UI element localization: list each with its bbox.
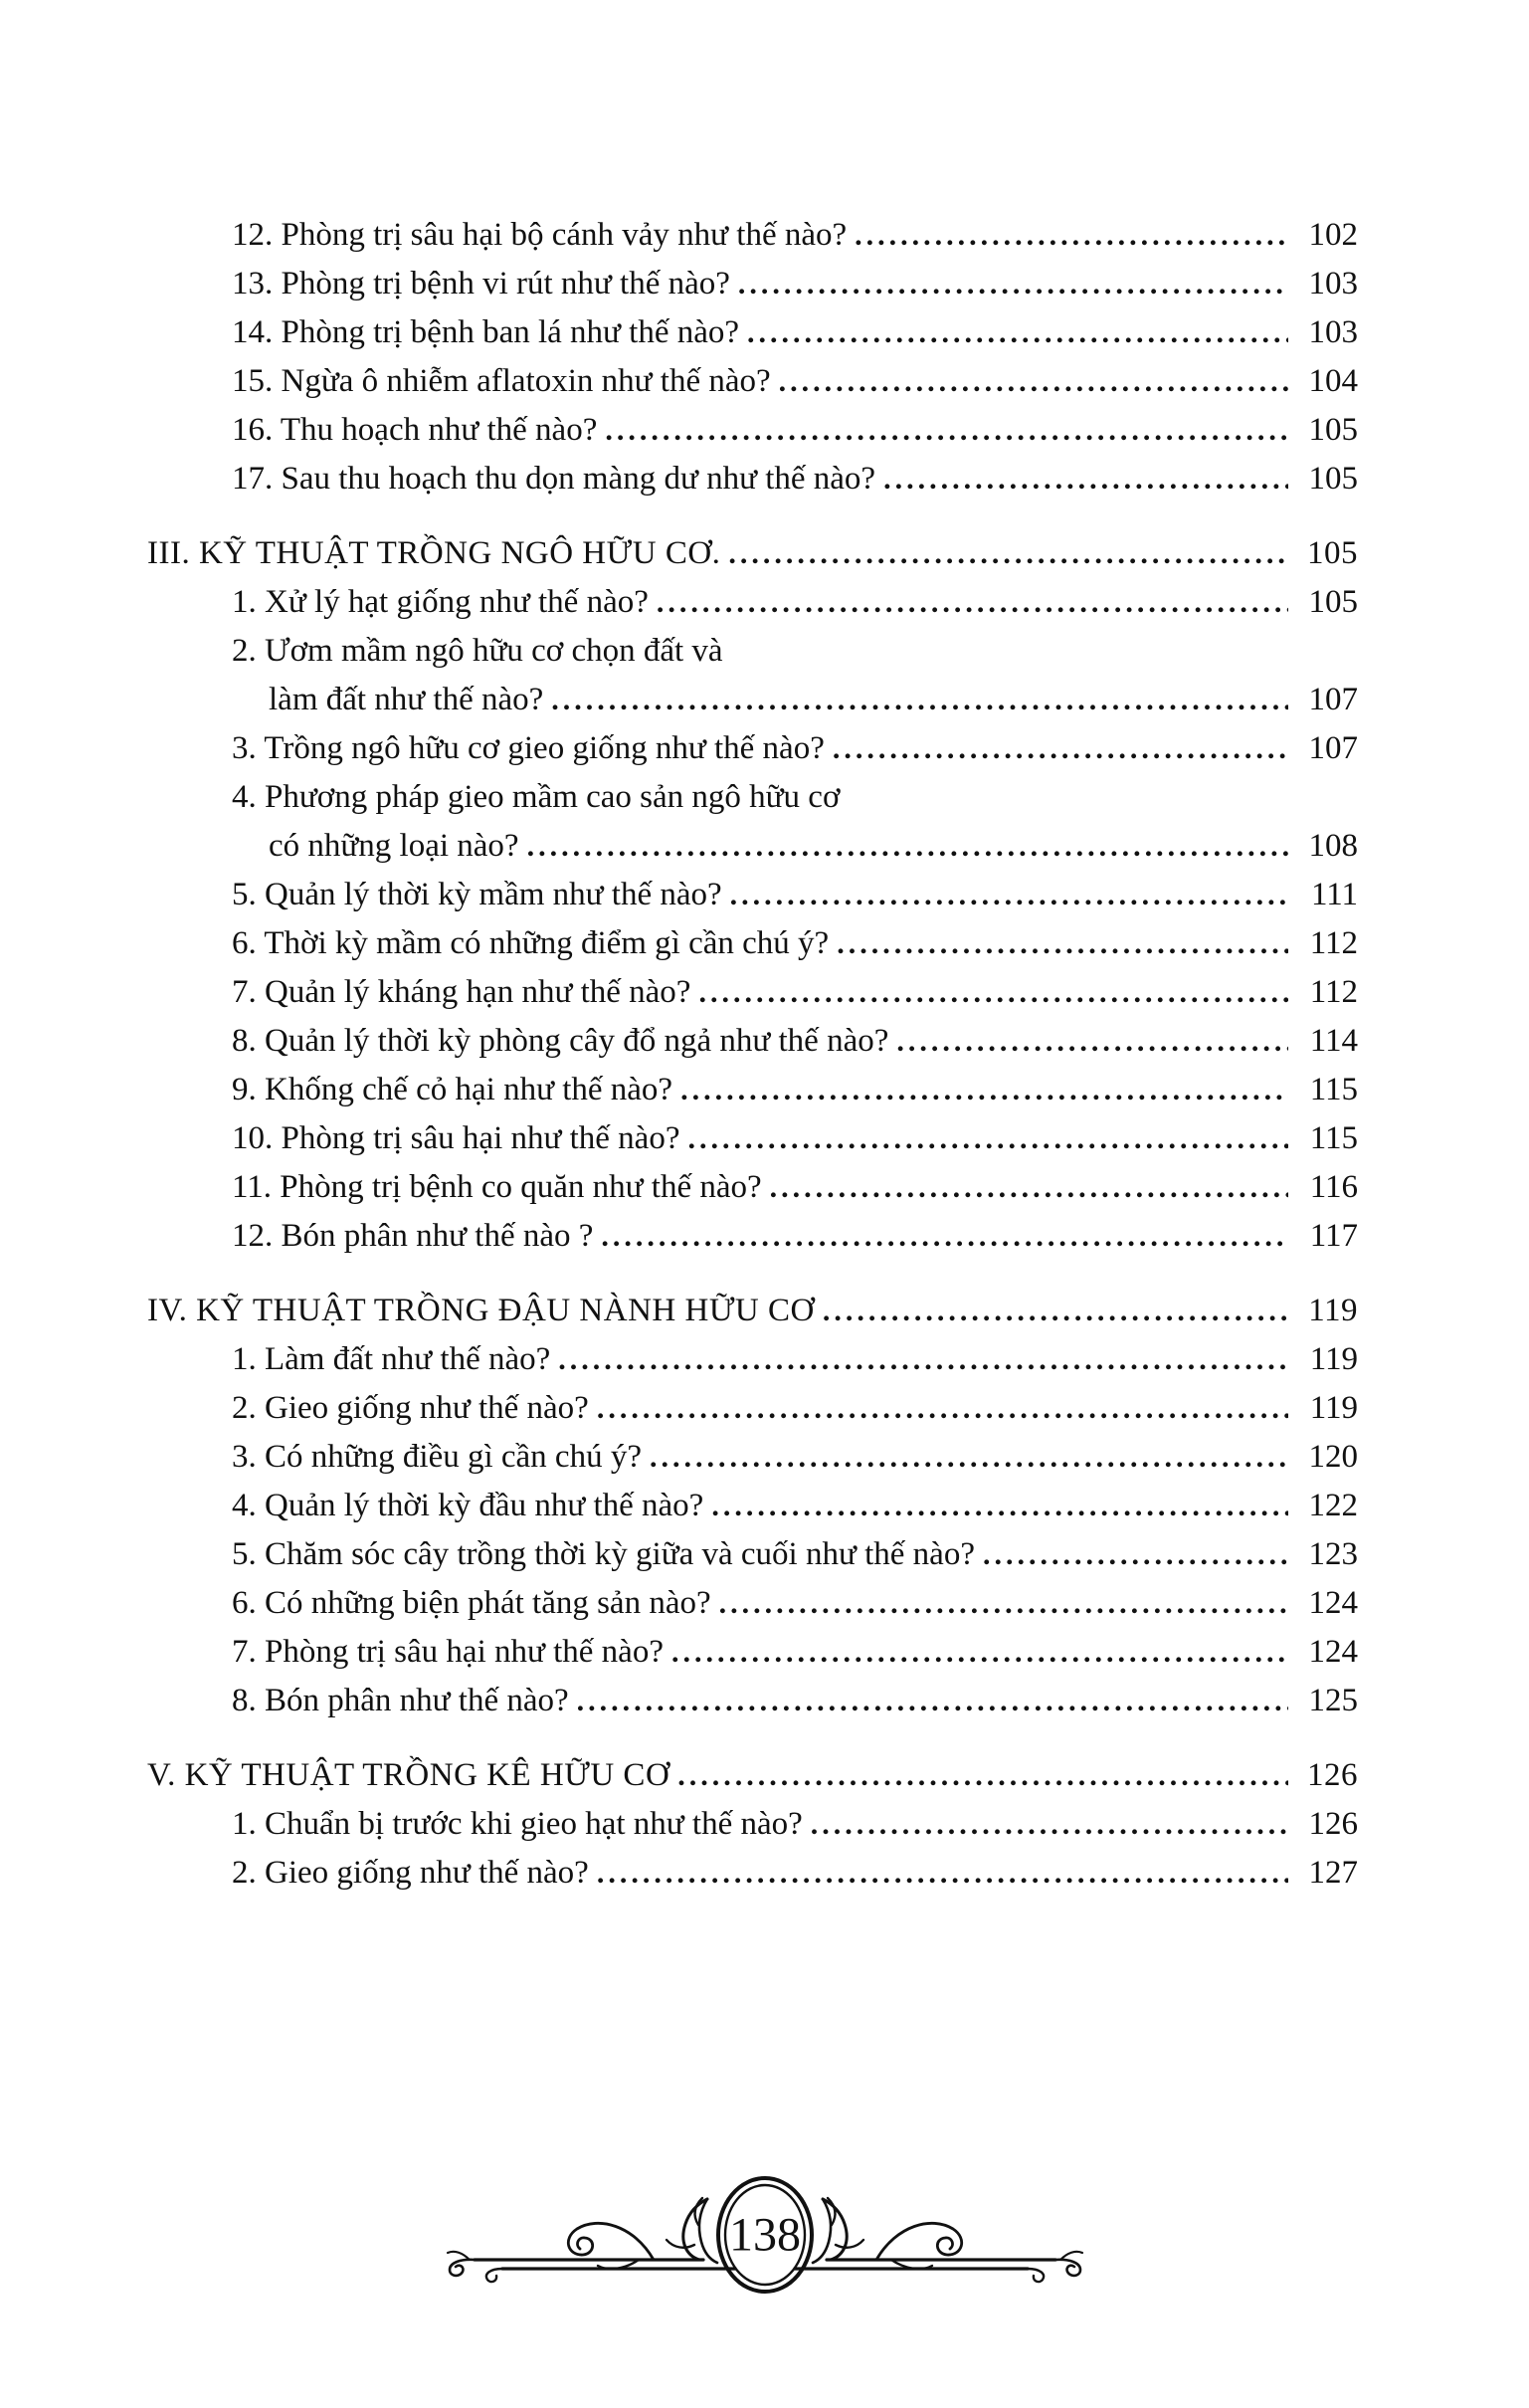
- toc-entry-label: làm đất như thế nào?: [269, 682, 544, 717]
- toc-entry: [147, 1579, 1358, 1628]
- dot-leader: [833, 724, 1288, 773]
- toc-entry: [147, 455, 1358, 503]
- toc-entry-label: 13. Phòng trị bệnh vi rút như thế nào?: [232, 266, 730, 301]
- dot-leader: [680, 1066, 1288, 1114]
- toc-entry: [147, 773, 1358, 822]
- toc-entry: [147, 1163, 1358, 1212]
- dot-leader: [738, 260, 1288, 308]
- dot-leader: [983, 1530, 1288, 1579]
- toc-entry: [147, 968, 1358, 1017]
- dot-leader: [730, 871, 1288, 919]
- toc-entry: [147, 406, 1358, 455]
- dot-leader: [527, 822, 1288, 871]
- toc-entry-page: 116: [1309, 1169, 1358, 1205]
- toc-entry-label: 5. Chăm sóc cây trồng thời kỳ giữa và cuối như thế nào?: [232, 1536, 975, 1572]
- dot-leader: [577, 1677, 1288, 1725]
- toc-section-label: III. KỸ THUẬT TRỒNG NGÔ HỮU CƠ.: [147, 535, 721, 571]
- dot-leader: [728, 529, 1288, 578]
- toc-entry-label: 2. Ươm mầm ngô hữu cơ chọn đất và: [232, 633, 723, 669]
- toc-entry: [147, 627, 1358, 676]
- toc-entry-label: 8. Quản lý thời kỳ phòng cây đổ ngả như thế nào?: [232, 1023, 889, 1059]
- toc-entry-page: 105: [1308, 584, 1358, 620]
- toc-entry: [147, 1384, 1358, 1433]
- toc-entry-label: 6. Thời kỳ mầm có những điểm gì cần chú ý?: [232, 925, 830, 961]
- toc-entry: [147, 1017, 1358, 1066]
- toc-entry-label: 3. Có những điều gì cần chú ý?: [232, 1439, 642, 1475]
- toc-entry-page: 119: [1309, 1341, 1358, 1377]
- toc-entry-page: 102: [1308, 217, 1358, 253]
- footer-ornament: [437, 2165, 1093, 2314]
- table-of-contents: [147, 211, 1358, 1898]
- toc-entry: [147, 578, 1358, 627]
- toc-section-label: IV. KỸ THUẬT TRỒNG ĐẬU NÀNH HỮU CƠ: [147, 1293, 815, 1328]
- dot-leader: [601, 1212, 1288, 1261]
- dot-leader: [687, 1114, 1288, 1163]
- toc-section-label: V. KỸ THUẬT TRỒNG KÊ HỮU CƠ: [147, 1757, 670, 1793]
- toc-entry: [147, 211, 1358, 260]
- toc-entry-label: 15. Ngừa ô nhiễm aflatoxin như thế nào?: [232, 363, 771, 399]
- toc-entry-continuation: [147, 822, 1358, 871]
- toc-entry-label: 4. Quản lý thời kỳ đầu như thế nào?: [232, 1488, 704, 1523]
- dot-leader: [671, 1628, 1288, 1677]
- toc-entry-page: 120: [1308, 1439, 1358, 1475]
- toc-entry-page: 125: [1308, 1683, 1358, 1718]
- toc-entry-label: 2. Gieo giống như thế nào?: [232, 1390, 589, 1426]
- toc-section-page: 119: [1308, 1293, 1358, 1328]
- toc-entry-page: 127: [1308, 1855, 1358, 1891]
- dot-leader: [883, 455, 1288, 503]
- toc-entry: [147, 357, 1358, 406]
- dot-leader: [779, 357, 1288, 406]
- toc-entry: [147, 1677, 1358, 1725]
- toc-entry: [147, 1212, 1358, 1261]
- toc-entry: [147, 1800, 1358, 1849]
- toc-section-heading: [147, 1287, 1358, 1335]
- toc-entry-label: 7. Phòng trị sâu hại như thế nào?: [232, 1634, 664, 1670]
- dot-leader: [896, 1017, 1288, 1066]
- toc-entry-page: 103: [1308, 266, 1358, 301]
- toc-entry-label: 16. Thu hoạch như thế nào?: [232, 412, 598, 448]
- toc-entry-page: 122: [1308, 1488, 1358, 1523]
- toc-entry-page: 111: [1310, 877, 1358, 912]
- dot-leader: [823, 1287, 1288, 1335]
- toc-entry-label: 14. Phòng trị bệnh ban lá như thế nào?: [232, 314, 740, 350]
- toc-entry: [147, 1066, 1358, 1114]
- toc-entry-label: 12. Phòng trị sâu hại bộ cánh vảy như thế nào?: [232, 217, 848, 253]
- toc-entry-label: 3. Trồng ngô hữu cơ gieo giống như thế nào?: [232, 730, 825, 766]
- toc-entry-page: 104: [1308, 363, 1358, 399]
- dot-leader: [811, 1800, 1288, 1849]
- toc-entry-page: 108: [1308, 828, 1358, 864]
- toc-entry: [147, 1530, 1358, 1579]
- toc-entry-page: 112: [1309, 925, 1358, 961]
- dot-leader: [855, 211, 1288, 260]
- toc-entry-label: 2. Gieo giống như thế nào?: [232, 1855, 589, 1891]
- toc-entry-page: 115: [1309, 1120, 1358, 1156]
- dot-leader: [837, 919, 1288, 968]
- toc-entry-label: 9. Khống chế cỏ hại như thế nào?: [232, 1072, 673, 1107]
- toc-entry-page: 107: [1308, 682, 1358, 717]
- toc-entry-label: 1. Chuẩn bị trước khi gieo hạt như thế nào?: [232, 1806, 803, 1842]
- toc-entry-page: 107: [1308, 730, 1358, 766]
- toc-entry-label: 12. Bón phân như thế nào ?: [232, 1218, 594, 1254]
- toc-entry: [147, 308, 1358, 357]
- toc-entry-page: 105: [1308, 461, 1358, 497]
- toc-entry-label: 1. Xử lý hạt giống như thế nào?: [232, 584, 649, 620]
- dot-leader: [711, 1482, 1288, 1530]
- dot-leader: [605, 406, 1288, 455]
- dot-leader: [747, 308, 1288, 357]
- toc-entry: [147, 1433, 1358, 1482]
- toc-entry-label: 1. Làm đất như thế nào?: [232, 1341, 551, 1377]
- toc-section-page: 105: [1307, 535, 1358, 571]
- toc-entry: [147, 919, 1358, 968]
- toc-entry: [147, 260, 1358, 308]
- toc-entry-page: 117: [1309, 1218, 1358, 1254]
- toc-entry: [147, 1628, 1358, 1677]
- toc-section-heading: [147, 1751, 1358, 1800]
- toc-entry-label: 17. Sau thu hoạch thu dọn màng dư như thế nào?: [232, 461, 876, 497]
- toc-entry: [147, 871, 1358, 919]
- toc-entry-label: 11. Phòng trị bệnh co quăn như thế nào?: [232, 1169, 762, 1205]
- dot-leader: [597, 1849, 1288, 1898]
- toc-entry-label: 6. Có những biện phát tăng sản nào?: [232, 1585, 711, 1621]
- toc-entry: [147, 1114, 1358, 1163]
- toc-entry-page: 119: [1309, 1390, 1358, 1426]
- dot-leader: [677, 1751, 1288, 1800]
- toc-entry-page: 103: [1308, 314, 1358, 350]
- toc-entry-page: 115: [1309, 1072, 1358, 1107]
- toc-entry-page: 114: [1309, 1023, 1358, 1059]
- dot-leader: [558, 1335, 1288, 1384]
- dot-leader: [551, 676, 1288, 724]
- page-footer: [0, 2165, 1529, 2314]
- dot-leader: [597, 1384, 1288, 1433]
- toc-entry-label: 7. Quản lý kháng hạn như thế nào?: [232, 974, 691, 1010]
- toc-entry: [147, 1482, 1358, 1530]
- toc-entry-continuation: [147, 676, 1358, 724]
- toc-section-page: 126: [1307, 1757, 1358, 1793]
- page-number: 138: [728, 2208, 801, 2262]
- dot-leader: [698, 968, 1288, 1017]
- toc-entry-label: 8. Bón phân như thế nào?: [232, 1683, 569, 1718]
- toc-entry-page: 123: [1308, 1536, 1358, 1572]
- toc-entry: [147, 1335, 1358, 1384]
- dot-leader: [650, 1433, 1288, 1482]
- dot-leader: [719, 1579, 1288, 1628]
- toc-entry-label: có những loại nào?: [269, 828, 519, 864]
- toc-entry-label: 10. Phòng trị sâu hại như thế nào?: [232, 1120, 680, 1156]
- toc-entry-page: 105: [1308, 412, 1358, 448]
- toc-entry-label: 4. Phương pháp gieo mầm cao sản ngô hữu cơ: [232, 779, 841, 815]
- toc-entry-page: 124: [1308, 1585, 1358, 1621]
- dot-leader: [657, 578, 1288, 627]
- toc-entry: [147, 724, 1358, 773]
- dot-leader: [770, 1163, 1288, 1212]
- toc-entry-label: 5. Quản lý thời kỳ mầm như thế nào?: [232, 877, 722, 912]
- toc-entry-page: 124: [1308, 1634, 1358, 1670]
- toc-entry: [147, 1849, 1358, 1898]
- toc-entry-page: 112: [1309, 974, 1358, 1010]
- toc-section-heading: [147, 529, 1358, 578]
- toc-entry-page: 126: [1308, 1806, 1358, 1842]
